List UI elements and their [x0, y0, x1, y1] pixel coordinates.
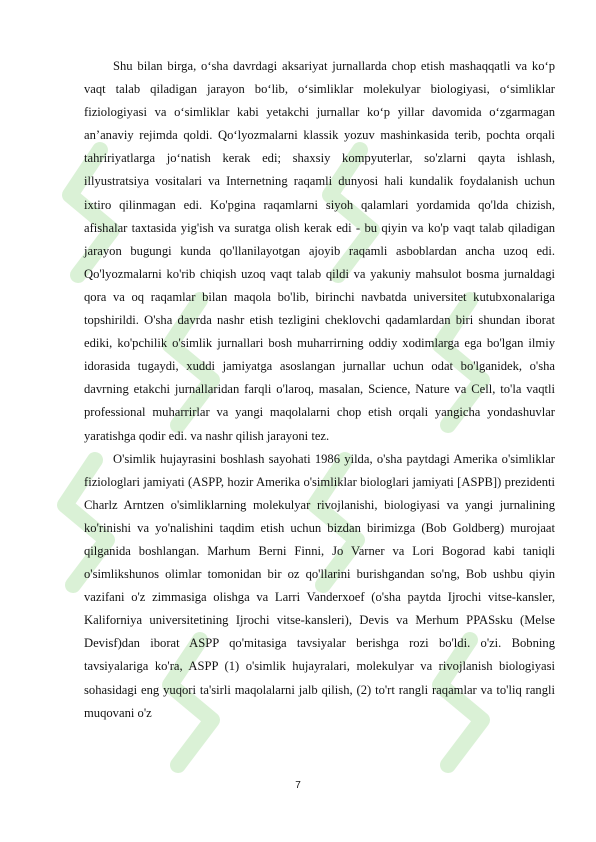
paragraph-1: Shu bilan birga, o‘sha davrdagi aksariyat jurnallarda chop etish mashaqqatli va ko‘p vaqt talab qiladigan jarayon bo‘lib, o‘simliklar molekulyar biologiyasi, o‘simliklar fiziologiyasi va o‘simliklar kabi yetakchi jurnallar ko‘p yillar davomida o‘zgarmagan an’anaviy rejimda qoldi. Qo‘lyozmalarni klassik yozuv mashinkasida terib, pochta orqali tahririyatlarga jo‘natish kerak edi; shaxsiy kompyuterlar, so'zlarni qayta ishlash, illyustratsiya vositalari va Internetning raqamli dunyosi hali kundalik foydalanish uchun ixtiro qilinmagan edi. Ko'pgina raqamlarni siyoh qalamlari yordamida qo'lda chizish, afishalar taxtasida yig'ish va suratga olish kerak edi - bu qiyin va ko'p vaqt talab qiladigan jarayon bugungi kunda qo'llanilayotgan ajoyib raqamli asboblardan ancha uzoq edi. Qo'lyozmalarni ko'rib chiqish uzoq vaqt talab qildi va yakuniy mahsulot bosma jurnaldagi qora va oq raqamlar bilan maqola bo'lib, birinchi navbatda universitet kutubxonalariga topshirildi. O'sha davrda nashr etish tezligini cheklovchi qadamlardan biri shundan iborat ediki, ko'pchilik o'simlik jurnallari bosh muharrirning oddiy xodimlarga ega bo'lgan ilmiy idorasida tugaydi, xuddi jamiyatga asoslangan jurnallar uchun odat bo'lganidek, o'sha davrning etakchi jurnallaridan farqli o'laroq, masalan, Science, Nature va Cell, to'la vaqtli professional muharrirlar va yangi maqolalarni chop etish orqali yangicha yondashuvlar yaratishga qodir edi. va nashr qilish jarayoni tez. — [84, 59, 555, 443]
body-text — [84, 55, 555, 725]
page-number: 7 — [295, 780, 301, 791]
paragraph-2: O'simlik hujayrasini boshlash sayohati 1986 yilda, o'sha paytdagi Amerika o'simliklar fiziologlari jamiyati (ASPP, hozir Amerika o'simliklar biologlari jamiyati [ASPB]) prezidenti Charlz Arntzen o'simliklarning molekulyar rivojlanishi, biologiyasi va yangi jurnalining ko'rinishi va yo'nalishini taqdim etish uchun bizdan birimizga (Bob Goldberg) murojaat qilganida boshlangan. Marhum Berni Finni, Jo Varner va Lori Bogorad kabi taniqli o'simlikshunos olimlar tomonidan bir oz qo'llarini burishgandan so'ng, Bob ushbu qiyin vazifani o'z zimmasiga olishga va Larri Vanderxoef (o'sha paytda Ijrochi vitse-kansler, Kaliforniya universitetining Ijrochi vitse-kansleri), Devis va Merhum PPASsku (Melse Devisf)dan iborat ASPP qo'mitasiga tavsiyalar berishga rozi bo'ldi. o'zi. Bobning tavsiyalariga ko'ra, ASPP (1) o'simlik hujayralari, molekulyar va rivojlanish biologiyasi sohasidagi eng yuqori ta'sirli maqolalarni jalb qilish, (2) to'rt rangli raqamlar va to'liq rangli muqovani o'z — [84, 451, 555, 720]
